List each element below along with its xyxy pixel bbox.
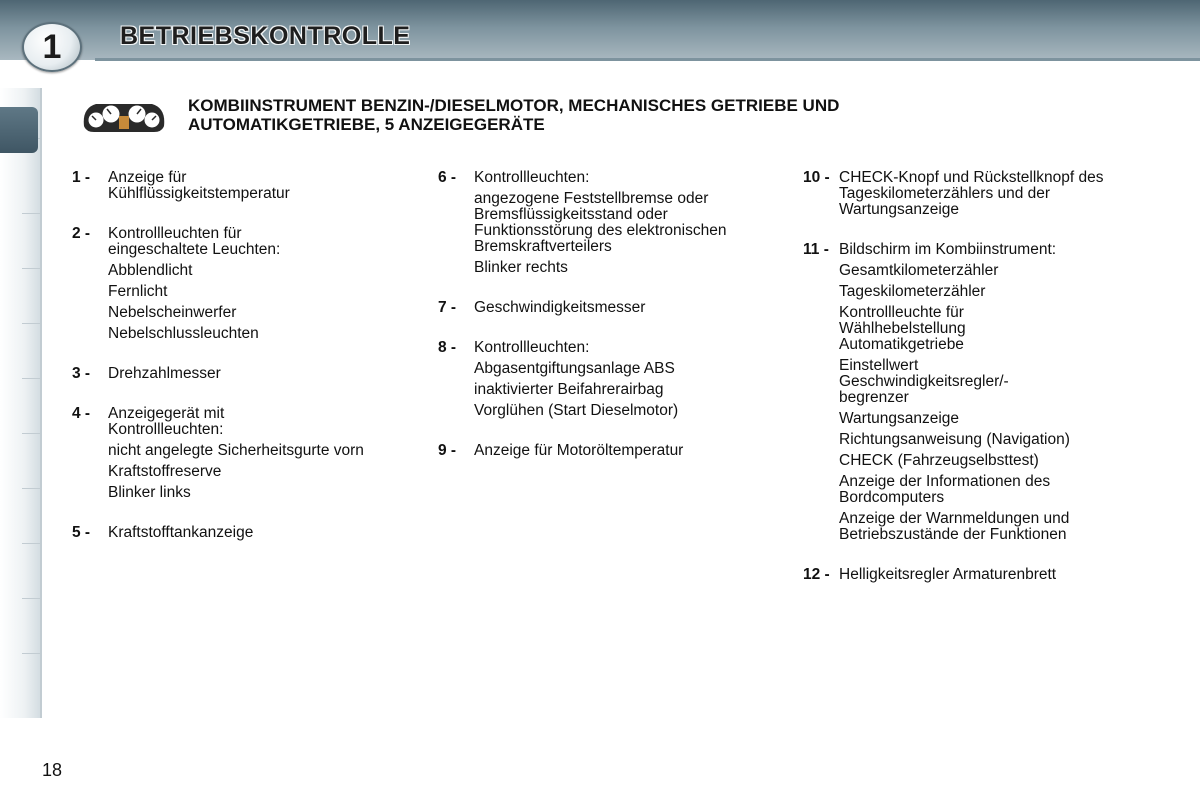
item-sub: Kontrollleuchte für Wählhebelstellung Automatikgetriebe [839,304,966,353]
item-sub: Abblendlicht [108,262,193,279]
item-text: Bildschirm im Kombiinstrument: [839,241,1057,258]
item-text: Kraftstofftankanzeige [108,524,254,541]
section-heading-line2: AUTOMATIKGETRIEBE, 5 ANZEIGEGERÄTE [188,115,545,134]
item-number: 7 - [438,299,457,316]
item-text: Drehzahlmesser [108,365,221,382]
item-sub: Blinker links [108,484,191,501]
section-heading-line1: KOMBIINSTRUMENT BENZIN-/DIESELMOTOR, MECHANISCHES GETRIEBE UND [188,96,840,115]
legend-item-9 [438,443,748,459]
item-sub: nicht angelegte Sicherheitsgurte vorn [108,442,364,459]
item-sub: Kraftstoffreserve [108,463,222,480]
header-divider [95,58,1200,61]
item-text: Anzeige für Kühlflüssigkeitstemperatur [108,169,290,202]
item-number: 10 - [803,169,830,186]
item-sub: Anzeige der Warnmeldungen und Betriebszustände der Funktionen [839,510,1070,543]
side-tab-divider [22,433,40,434]
item-number: 12 - [803,566,830,583]
side-tab-chapter-1[interactable] [0,107,38,153]
item-text: Anzeige für Motoröltemperatur [474,442,684,459]
legend-column-1 [72,170,402,541]
item-sub: inaktivierter Beifahrerairbag [474,381,664,398]
legend-item-6 [438,170,748,276]
item-sub: CHECK (Fahrzeugselbsttest) [839,452,1039,469]
item-text: Kontrollleuchten: [474,169,590,186]
chapter-badge: 1 [22,22,82,72]
side-tab-divider [22,323,40,324]
item-text: Anzeigegerät mit Kontrollleuchten: [108,405,225,438]
side-tab-divider [22,598,40,599]
legend-item-8 [438,340,748,419]
item-sub: Abgasentgiftungsanlage ABS [474,360,675,377]
item-sub: Wartungsanzeige [839,410,960,427]
side-tab-divider [22,488,40,489]
legend-item-4 [72,406,402,501]
item-sub: angezogene Feststellbremse oder Bremsflüssigkeitsstand oder Funktionsstörung des elektronischen Bremskraftverteilers [474,190,727,255]
item-text: Helligkeitsregler Armaturenbrett [839,566,1057,583]
legend-item-1 [72,170,402,202]
legend-column-2 [438,170,748,459]
side-tab-divider [22,213,40,214]
item-number: 6 - [438,169,457,186]
instrument-cluster-icon [80,96,168,134]
item-sub: Tageskilometerzähler [839,283,986,300]
side-tab-divider [22,378,40,379]
item-number: 2 - [72,225,91,242]
item-text: CHECK-Knopf und Rückstellknopf des Tageskilometerzählers und der Wartungsanzeige [839,169,1104,218]
legend-item-5 [72,525,402,541]
legend-item-10 [803,170,1143,218]
side-tab-strip [0,88,42,718]
item-sub: Gesamtkilometerzähler [839,262,999,279]
side-tab-divider [22,268,40,269]
item-sub: Fernlicht [108,283,168,300]
item-sub: Vorglühen (Start Dieselmotor) [474,402,679,419]
legend-item-12 [803,567,1143,583]
item-number: 9 - [438,442,457,459]
legend-item-2 [72,226,402,342]
section-heading [188,96,1088,134]
item-text: Kontrollleuchten: [474,339,590,356]
item-number: 1 - [72,169,91,186]
item-number: 5 - [72,524,91,541]
item-sub: Richtungsanweisung (Navigation) [839,431,1070,448]
page-number: 18 [42,760,63,780]
item-number: 11 - [803,241,829,258]
item-sub: Nebelschlussleuchten [108,325,259,342]
side-tab-divider [22,543,40,544]
item-number: 4 - [72,405,91,422]
item-number: 3 - [72,365,91,382]
item-sub: Nebelscheinwerfer [108,304,237,321]
legend-item-3 [72,366,402,382]
item-text: Kontrollleuchten für eingeschaltete Leuchten: [108,225,281,258]
legend-column-3 [803,170,1143,583]
item-text: Geschwindigkeitsmesser [474,299,646,316]
item-sub: Einstellwert Geschwindigkeitsregler/-begrenzer [839,357,1009,406]
item-sub: Blinker rechts [474,259,568,276]
item-number: 8 - [438,339,457,356]
legend-item-11 [803,242,1143,543]
legend-item-7 [438,300,748,316]
item-sub: Anzeige der Informationen des Bordcomputers [839,473,1051,506]
page-title: BETRIEBSKONTROLLE [120,22,411,50]
side-tab-divider [22,653,40,654]
